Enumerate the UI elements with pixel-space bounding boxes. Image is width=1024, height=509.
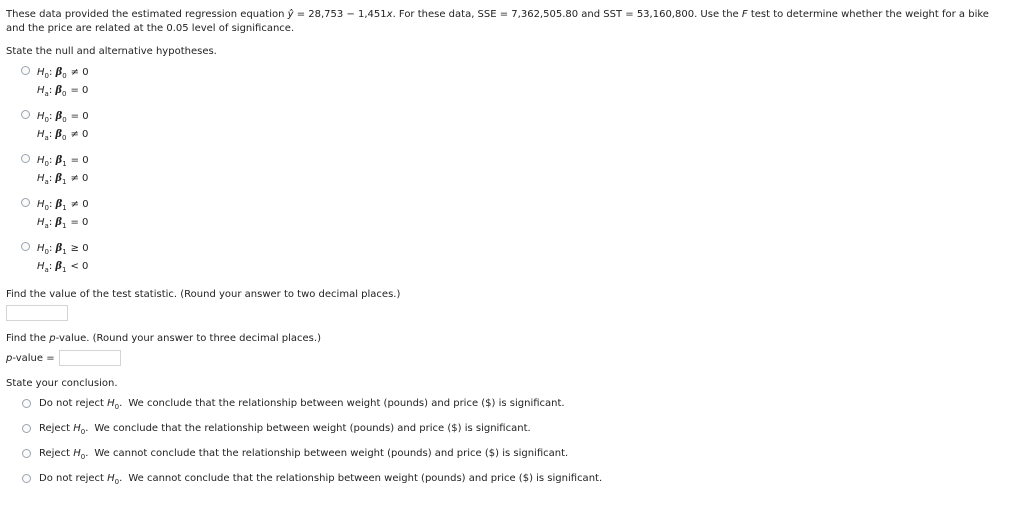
h-subscript: 0: [44, 72, 49, 80]
null-hypothesis: $H_0$: $\beta_0 \ne 0$: [37, 67, 89, 80]
problem-statement: [6, 8, 1011, 36]
p-value-prompt: [6, 333, 321, 344]
intro-text: = 28,753 − 1,451: [293, 9, 387, 20]
beta-subscript: 0: [62, 72, 67, 80]
h-symbol: H: [107, 473, 115, 484]
statement-text: We conclude that the relationship between weight (pounds) and price ($) is significant.: [94, 423, 531, 434]
h-symbol: H: [73, 423, 81, 434]
beta-subscript: 1: [62, 222, 67, 230]
intro-text: These data provided the estimated regression equation: [6, 9, 288, 20]
h-symbol: H: [37, 129, 45, 140]
beta-symbol: β: [55, 199, 63, 210]
h-subscript: 0: [80, 428, 86, 436]
beta-symbol: β: [55, 67, 63, 78]
radio-button[interactable]: [21, 110, 30, 119]
h-subscript: a: [44, 90, 49, 98]
beta-symbol: β: [55, 261, 63, 272]
relation: ≥ 0: [70, 243, 89, 254]
h-subscript: 0: [44, 204, 49, 212]
alt-hypothesis: $H_a$: $\beta_0 = 0$: [37, 85, 89, 98]
hypothesis-option-4[interactable]: [21, 196, 89, 232]
conclusion-text: Do not reject $H_0$. We cannot conclude that the relationship between weight (pounds) and price ($) is significant.: [39, 473, 603, 486]
h-subscript: a: [44, 178, 49, 186]
radio-button[interactable]: [22, 474, 31, 483]
relation: = 0: [70, 155, 89, 166]
radio-button[interactable]: [22, 424, 31, 433]
h-symbol: H: [37, 111, 45, 122]
alt-hypothesis: $H_a$: $\beta_1 = 0$: [37, 217, 89, 230]
intro-text: . For these data, SSE = 7,362,505.80 and SST = 53,160,800. Use the: [392, 9, 742, 20]
beta-subscript: 1: [62, 204, 67, 212]
statement-text: We cannot conclude that the relationship between weight (pounds) and price ($) is significant.: [94, 448, 569, 459]
action-text: Do not reject: [39, 473, 108, 484]
alt-hypothesis: $H_a$: $\beta_0 \ne 0$: [37, 129, 89, 142]
h-symbol: H: [37, 67, 45, 78]
null-hypothesis: $H_0$: $\beta_1 = 0$: [37, 155, 89, 168]
x-variable: x: [386, 9, 393, 20]
h-subscript: 0: [80, 453, 86, 461]
conclusion-text: Reject $H_0$. We cannot conclude that the relationship between weight (pounds) and price ($) is significant.: [39, 448, 569, 461]
h-subscript: 0: [44, 116, 49, 124]
conclusion-option-4[interactable]: [22, 473, 602, 484]
null-hypothesis: $H_0$: $\beta_1 \ne 0$: [37, 199, 89, 212]
hypothesis-option-2[interactable]: [21, 108, 89, 144]
conclusion-option-3[interactable]: [22, 448, 568, 459]
relation: = 0: [70, 85, 89, 96]
radio-button[interactable]: [21, 66, 30, 75]
beta-symbol: β: [55, 173, 63, 184]
conclusion-prompt: State your conclusion.: [6, 378, 118, 389]
problem-line-1: [6, 8, 1011, 22]
conclusion-text: Reject $H_0$. We conclude that the relationship between weight (pounds) and price ($) is significant.: [39, 423, 531, 436]
conclusion-text: Do not reject $H_0$. We conclude that the relationship between weight (pounds) and price ($) is significant.: [39, 398, 565, 411]
hypothesis-option-3[interactable]: [21, 152, 89, 188]
radio-button[interactable]: [22, 449, 31, 458]
beta-subscript: 1: [62, 248, 67, 256]
h-symbol: H: [37, 261, 45, 272]
prompt-text: Find the: [6, 333, 50, 344]
relation: = 0: [70, 217, 89, 228]
alt-hypothesis: $H_a$: $\beta_1 < 0$: [37, 261, 89, 274]
intro-text: test to determine whether the weight for a bike: [747, 9, 989, 20]
statement-text: We conclude that the relationship between weight (pounds) and price ($) is significant.: [128, 398, 565, 409]
h-subscript: a: [44, 266, 49, 274]
h-subscript: a: [44, 222, 49, 230]
conclusion-option-1[interactable]: [22, 398, 565, 409]
p-value-input[interactable]: [59, 350, 121, 366]
relation: = 0: [70, 111, 89, 122]
test-statistic-prompt: Find the value of the test statistic. (Round your answer to two decimal places.): [6, 289, 401, 300]
beta-subscript: 0: [62, 90, 67, 98]
beta-symbol: β: [55, 85, 63, 96]
hypothesis-pair: [37, 108, 89, 144]
beta-symbol: β: [55, 243, 63, 254]
h-symbol: H: [37, 217, 45, 228]
statement-text: We cannot conclude that the relationship between weight (pounds) and price ($) is significant.: [128, 473, 603, 484]
relation: ≠ 0: [70, 67, 89, 78]
null-hypothesis: $H_0$: $\beta_1 \ge 0$: [37, 243, 89, 256]
h-symbol: H: [73, 448, 81, 459]
beta-symbol: β: [55, 217, 63, 228]
hypothesis-option-5[interactable]: [21, 240, 89, 276]
hypothesis-pair: [37, 240, 89, 276]
p-symbol: p: [6, 353, 13, 364]
beta-symbol: β: [55, 111, 63, 122]
h-subscript: 0: [44, 248, 49, 256]
null-hypothesis: $H_0$: $\beta_0 = 0$: [37, 111, 89, 124]
relation: ≠ 0: [70, 199, 89, 210]
hypothesis-pair: [37, 64, 89, 100]
hypotheses-prompt: State the null and alternative hypotheses.: [6, 46, 217, 57]
radio-button[interactable]: [21, 198, 30, 207]
relation: ≠ 0: [70, 173, 89, 184]
label-text: -value =: [12, 353, 55, 364]
beta-subscript: 1: [62, 178, 67, 186]
hypothesis-pair: [37, 196, 89, 232]
beta-subscript: 0: [62, 116, 67, 124]
h-subscript: 0: [114, 403, 120, 411]
p-symbol: p: [49, 333, 56, 344]
h-symbol: H: [37, 85, 45, 96]
prompt-text: -value. (Round your answer to three decimal places.): [55, 333, 321, 344]
test-statistic-input[interactable]: [6, 305, 68, 321]
conclusion-option-2[interactable]: [22, 423, 531, 434]
p-value-label: [6, 353, 55, 364]
hypothesis-option-1[interactable]: [21, 64, 89, 100]
h-subscript: a: [44, 134, 49, 142]
yhat-symbol: ŷ: [287, 9, 294, 20]
relation: < 0: [70, 261, 89, 272]
h-symbol: H: [107, 398, 115, 409]
h-symbol: H: [37, 199, 45, 210]
problem-line-2: and the price are related at the 0.05 level of significance.: [6, 23, 295, 34]
action-text: Reject: [39, 423, 74, 434]
beta-subscript: 1: [62, 266, 67, 274]
beta-symbol: β: [55, 129, 63, 140]
h-subscript: 0: [44, 160, 49, 168]
f-symbol: F: [741, 9, 748, 20]
radio-button[interactable]: [22, 399, 31, 408]
radio-button[interactable]: [21, 242, 30, 251]
beta-subscript: 0: [62, 134, 67, 142]
alt-hypothesis: $H_a$: $\beta_1 \ne 0$: [37, 173, 89, 186]
beta-symbol: β: [55, 155, 63, 166]
action-text: Reject: [39, 448, 74, 459]
h-symbol: H: [37, 243, 45, 254]
relation: ≠ 0: [70, 129, 89, 140]
h-symbol: H: [37, 155, 45, 166]
radio-button[interactable]: [21, 154, 30, 163]
h-symbol: H: [37, 173, 45, 184]
action-text: Do not reject: [39, 398, 108, 409]
beta-subscript: 1: [62, 160, 67, 168]
hypothesis-pair: [37, 152, 89, 188]
h-subscript: 0: [114, 478, 120, 486]
